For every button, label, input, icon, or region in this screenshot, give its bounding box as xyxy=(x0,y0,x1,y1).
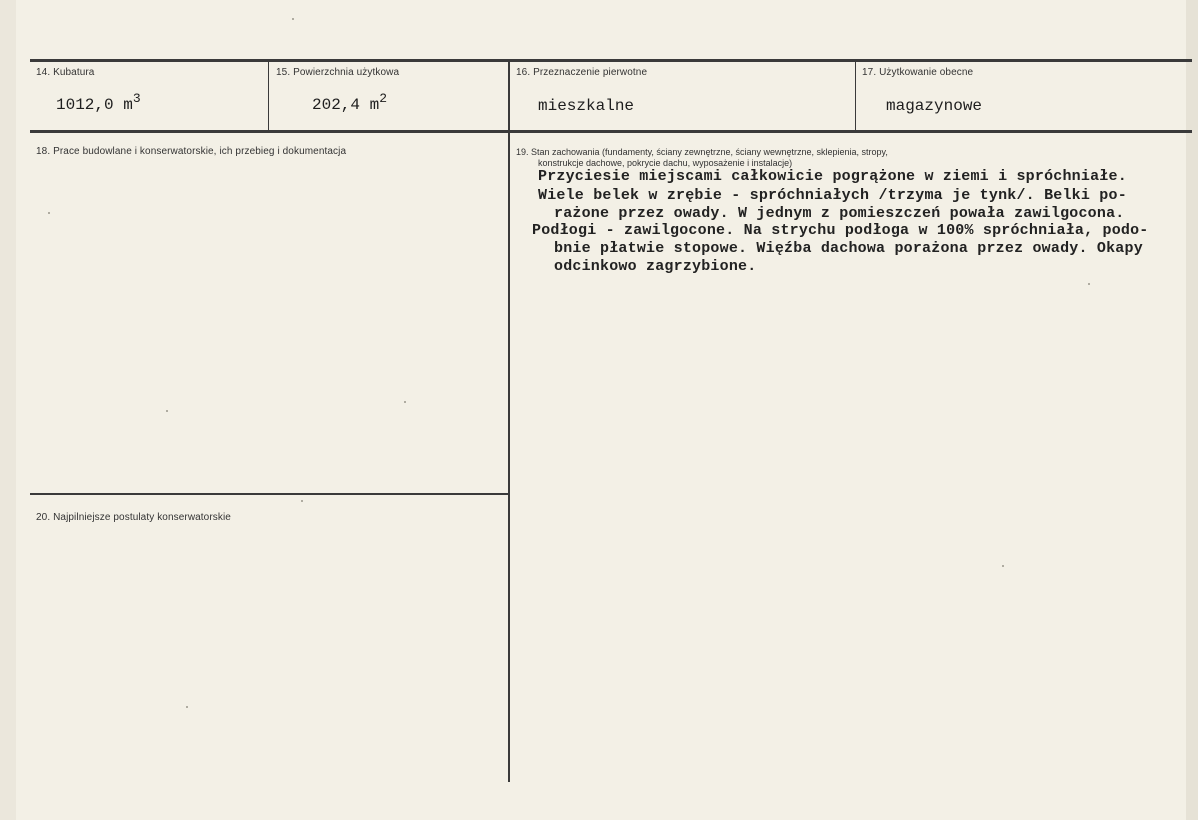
paper-speck xyxy=(166,410,168,412)
field-15-exponent: 2 xyxy=(379,91,388,106)
field-19-text-line-4: Podłogi - zawilgocone. Na strychu podłoga w 100% spróchniała, podo- xyxy=(532,222,1149,239)
field-15-label: 15. Powierzchnia użytkowa xyxy=(276,67,400,78)
paper-left-edge xyxy=(0,0,16,820)
paper-speck xyxy=(1088,283,1090,285)
field-14-value xyxy=(56,91,141,114)
field-20-label: 20. Najpilniejsze postulaty konserwatorskie xyxy=(36,512,231,523)
field-19-text-line-1: Przyciesie miejscami całkowicie pogrążone w ziemi i spróchniałe. xyxy=(538,168,1127,185)
paper-speck xyxy=(301,500,303,502)
field-19-label-line1: 19. Stan zachowania (fundamenty, ściany zewnętrzne, ściany wewnętrzne, sklepienia, stropy, xyxy=(516,147,888,157)
field-14-exponent: 3 xyxy=(132,91,141,106)
paper-speck xyxy=(292,18,294,20)
divider-main xyxy=(508,60,510,782)
field-15-number: 202,4 m xyxy=(312,96,380,114)
field-18-label: 18. Prace budowlane i konserwatorskie, ich przebieg i dokumentacja xyxy=(36,146,347,157)
paper-speck xyxy=(48,212,50,214)
paper-right-edge xyxy=(1186,0,1198,820)
field-16-label: 16. Przeznaczenie pierwotne xyxy=(516,67,648,78)
row1-bottom-border xyxy=(30,130,1192,133)
paper-speck xyxy=(404,401,406,403)
field-17-label: 17. Użytkowanie obecne xyxy=(862,67,974,78)
divider-16-17 xyxy=(855,60,856,132)
field-19-text-line-5: bnie płatwie stopowe. Więźba dachowa porażona przez owady. Okapy xyxy=(554,240,1143,257)
field-17-value: magazynowe xyxy=(886,97,983,115)
field-15-value xyxy=(312,91,388,114)
field-14-label: 14. Kubatura xyxy=(36,67,95,78)
top-border xyxy=(30,59,1192,62)
field18-bottom-border xyxy=(30,493,508,495)
field-19-text-line-2: Wiele belek w zrębie - spróchniałych /trzyma je tynk/. Belki po- xyxy=(538,187,1127,204)
field-19-text-line-6: odcinkowo zagrzybione. xyxy=(554,258,757,275)
field-19-label-line2: konstrukcje dachowe, pokrycie dachu, wyposażenie i instalacje) xyxy=(538,158,793,168)
field-19-text-line-3: rażone przez owady. W jednym z pomieszczeń powała zawilgocona. xyxy=(554,205,1125,222)
divider-14-15 xyxy=(268,60,269,132)
paper-speck xyxy=(1002,565,1004,567)
field-16-value: mieszkalne xyxy=(538,97,635,115)
field-14-number: 1012,0 m xyxy=(56,96,133,114)
paper-speck xyxy=(186,706,188,708)
